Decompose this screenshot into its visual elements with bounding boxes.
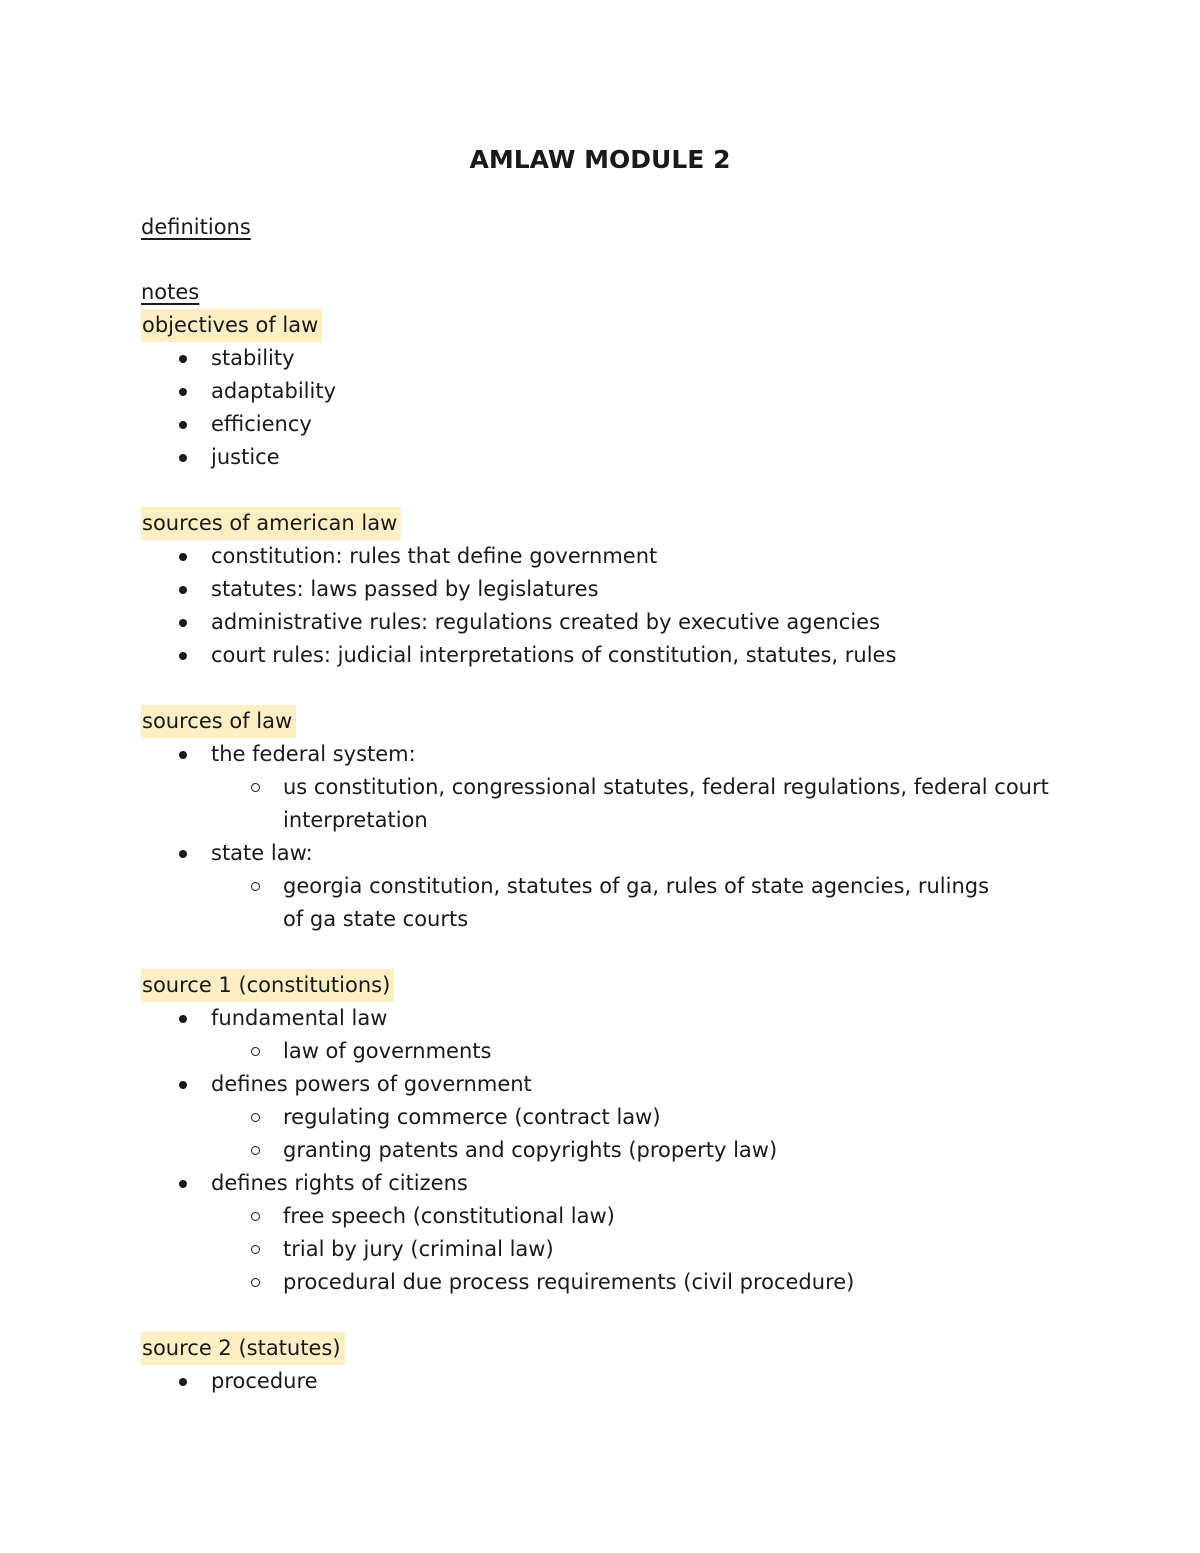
list-item: the federal system:: [211, 738, 416, 771]
sub-list-item: georgia constitution, statutes of ga, rules of state agencies, rulings of ga state courts: [283, 870, 1003, 936]
definitions-label: definitions: [141, 215, 251, 239]
list-item: stability: [211, 342, 295, 375]
sub-list-item: procedural due process requirements (civil procedure): [283, 1266, 1083, 1299]
sub-list-item: trial by jury (criminal law): [283, 1233, 1083, 1266]
list-item: constitution: rules that define government: [211, 540, 657, 573]
american-law-heading: sources of american law: [141, 507, 401, 540]
sub-list-item: us constitution, congressional statutes, federal regulations, federal court interpretation: [283, 771, 1083, 837]
source2-heading: source 2 (statutes): [141, 1332, 345, 1365]
list-item: procedure: [211, 1365, 318, 1398]
sub-list-item: free speech (constitutional law): [283, 1200, 1083, 1233]
list-item: efficiency: [211, 408, 312, 441]
objectives-heading: objectives of law: [141, 309, 322, 342]
list-item: justice: [211, 441, 280, 474]
list-item: fundamental law: [211, 1002, 387, 1035]
list-item: statutes: laws passed by legislatures: [211, 573, 599, 606]
list-item: administrative rules: regulations created by executive agencies: [211, 606, 880, 639]
sub-list-item: law of governments: [283, 1035, 1083, 1068]
source1-heading: source 1 (constitutions): [141, 969, 394, 1002]
sources-of-law-heading: sources of law: [141, 705, 296, 738]
list-item: adaptability: [211, 375, 336, 408]
sub-list-item: granting patents and copyrights (property law): [283, 1134, 1083, 1167]
list-item: defines powers of government: [211, 1068, 532, 1101]
list-item: court rules: judicial interpretations of constitution, statutes, rules: [211, 639, 896, 672]
sub-list-item: regulating commerce (contract law): [283, 1101, 1083, 1134]
list-item: defines rights of citizens: [211, 1167, 468, 1200]
list-item: state law:: [211, 837, 313, 870]
page-title: AMLAW MODULE 2: [469, 145, 731, 174]
notes-label: notes: [141, 280, 200, 304]
